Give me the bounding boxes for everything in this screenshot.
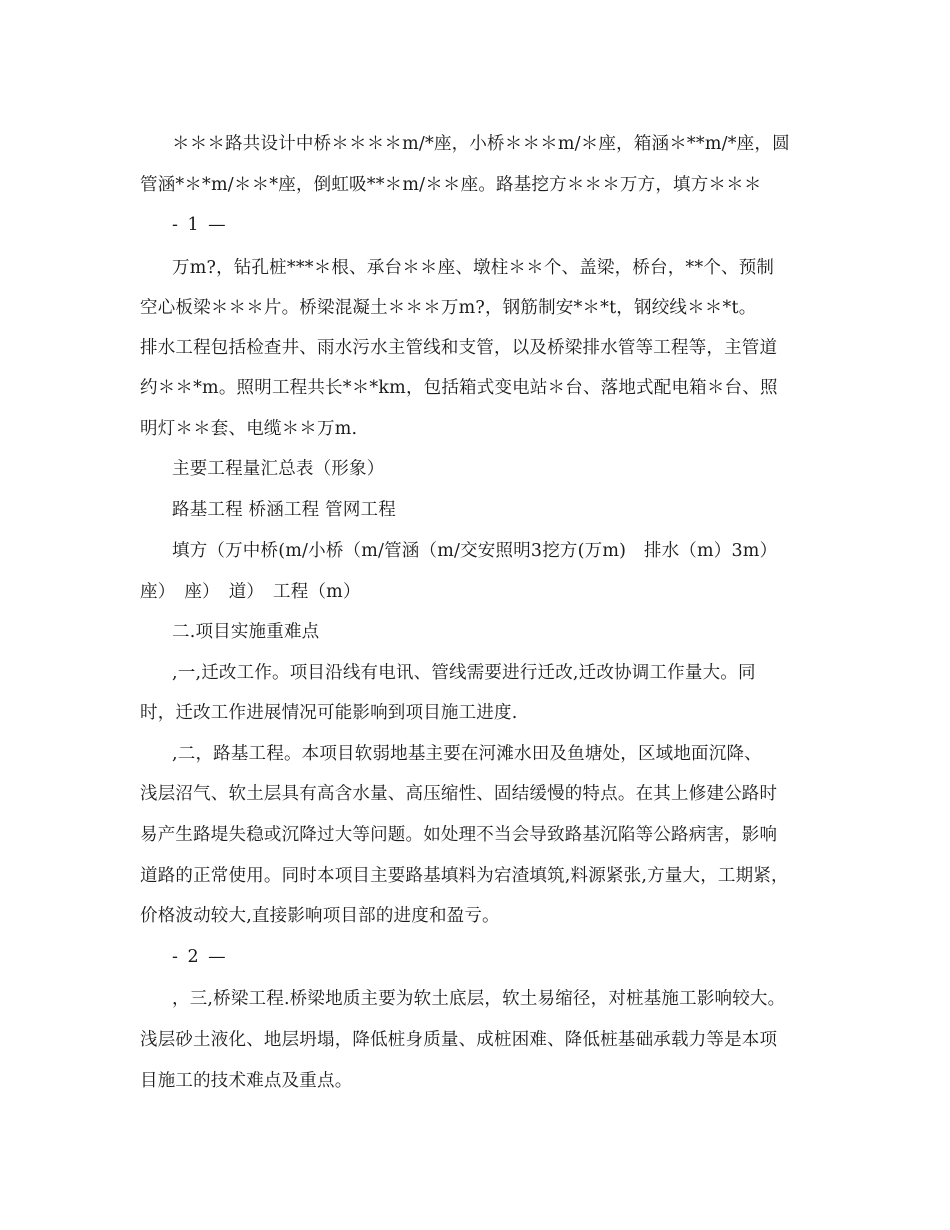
- page-number: - 2 —: [172, 947, 228, 967]
- paragraph-line: 空心板梁＊＊＊片。桥梁混凝土＊＊＊万m?，钢筋制安*＊*t，钢绞线＊＊*t。: [140, 298, 757, 318]
- paragraph-line: 明灯＊＊套、电缆＊＊万m.: [140, 419, 358, 439]
- page-number: - 1 —: [172, 215, 228, 235]
- paragraph-line: 道路的正常使用。同时本项目主要路基填料为宕渣填筑,料源紧张,方量大，工期紧，: [140, 866, 789, 886]
- section-heading: 二.项目实施重难点: [172, 622, 320, 642]
- paragraph-line: 价格波动较大,直接影响项目部的进度和盈亏。: [140, 906, 500, 926]
- paragraph-line: ,一,迁改工作。项目沿线有电讯、管线需要进行迁改,迁改协调工作量大。同: [172, 663, 756, 683]
- paragraph-line: 易产生路堤失稳或沉降过大等问题。如处理不当会导致路基沉陷等公路病害，影响: [140, 825, 778, 845]
- paragraph-line: 浅层沼气、软土层具有高含水量、高压缩性、固结缓慢的特点。在其上修建公路时: [140, 784, 778, 804]
- paragraph-line: 管涵*＊*m/＊＊*座，倒虹吸**＊m/＊＊座。路基挖方＊＊＊万方，填方＊＊＊: [140, 175, 762, 195]
- paragraph-line: ＊＊＊路共设计中桥＊＊＊＊m/*座，小桥＊＊＊m/＊座，箱涵＊**m/*座，圆: [172, 134, 790, 154]
- table-header-line: 路基工程 桥涵工程 管网工程: [172, 500, 396, 520]
- paragraph-line: 浅层砂土液化、地层坍塌，降低桩身质量、成桩困难、降低桩基础承载力等是本项: [140, 1030, 778, 1050]
- paragraph-line: 万m?，钻孔桩***＊根、承台＊＊座、墩柱＊＊个、盖梁，桥台，**个、预制: [172, 258, 775, 278]
- table-title: 主要工程量汇总表（形象）: [172, 459, 385, 479]
- table-header-line: 座） 座） 道） 工程（m）: [140, 582, 361, 602]
- paragraph-line: 时，迁改工作进展情况可能影响到项目施工进度.: [140, 703, 518, 723]
- paragraph-line: ,二，路基工程。本项目软弱地基主要在河滩水田及鱼塘处，区域地面沉降、: [172, 744, 762, 764]
- paragraph-line: 目施工的技术难点及重点。: [140, 1071, 353, 1091]
- paragraph-line: 约＊＊*m。照明工程共长*＊*km，包括箱式变电站＊台、落地式配电箱＊台、照: [140, 378, 778, 398]
- table-header-line: 填方（万中桥(m/小桥（m/管涵（m/交安照明3挖方(万m) 排水（m）3m）: [172, 541, 778, 561]
- paragraph-line: 排水工程包括检查井、雨水污水主管线和支管，以及桥梁排水管等工程等，主管道: [140, 338, 778, 358]
- paragraph-line: ，三,桥梁工程.桥梁地质主要为软土底层，软土易缩径，对桩基施工影响较大。: [172, 989, 786, 1009]
